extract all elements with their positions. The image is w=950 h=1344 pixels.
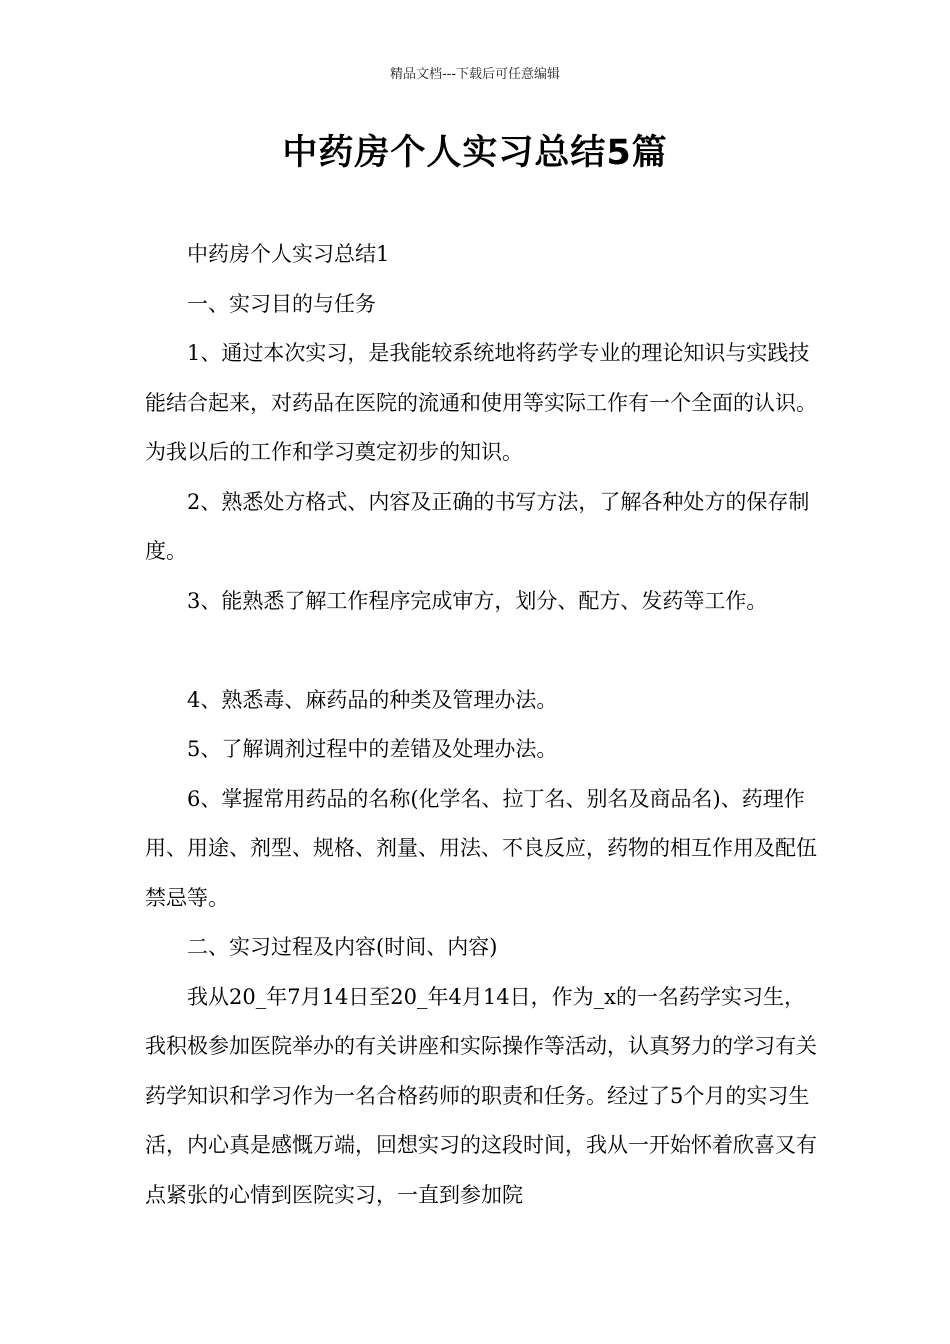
body-paragraph: 2、熟悉处方格式、内容及正确的书写方法，了解各种处方的保存制度。 bbox=[145, 489, 810, 563]
body-paragraph: 3、能熟悉了解工作程序完成审方，划分、配方、发药等工作。 bbox=[187, 588, 768, 613]
document-title: 中药房个人实习总结5篇 bbox=[282, 133, 668, 173]
body-paragraph: 4、熟悉毒、麻药品的种类及管理办法。 bbox=[187, 687, 558, 712]
subsection-heading: 二、实习过程及内容(时间、内容) bbox=[187, 935, 498, 959]
section-heading: 中药房个人实习总结1 bbox=[187, 242, 390, 266]
body-paragraph: 5、了解调剂过程中的差错及处理办法。 bbox=[187, 737, 558, 761]
body-paragraph: 6、掌握常用药品的名称(化学名、拉丁名、别名及商品名)、药理作用、用途、剂型、规格、剂量、用法、不良反应，药物的相互作用及配伍禁忌等。 bbox=[145, 786, 817, 910]
body-paragraph: 我从20_年7月14日至20_年4月14日，作为_x的一名药学实习生，我积极参加医院举办的有关讲座和实际操作等活动，认真努力的学习有关药学知识和学习作为一名合格药师的职责和任务。经过了5个月的实习生活，内心真是感慨万端，回想实习的这段时间，我从一开始怀着欣喜又有点紧张的心情到医院实习，一直到参加院 bbox=[145, 984, 817, 1207]
subsection-heading: 一、实习目的与任务 bbox=[187, 291, 376, 316]
body-paragraph: 1、通过本次实习，是我能较系统地将药学专业的理论知识与实践技能结合起来，对药品在医院的流通和使用等实际工作有一个全面的认识。为我以后的工作和学习奠定初步的知识。 bbox=[145, 341, 817, 464]
document-body bbox=[145, 230, 825, 1220]
header-note: 精品文档---下载后可任意编辑 bbox=[389, 67, 561, 82]
blank-line bbox=[145, 626, 825, 676]
